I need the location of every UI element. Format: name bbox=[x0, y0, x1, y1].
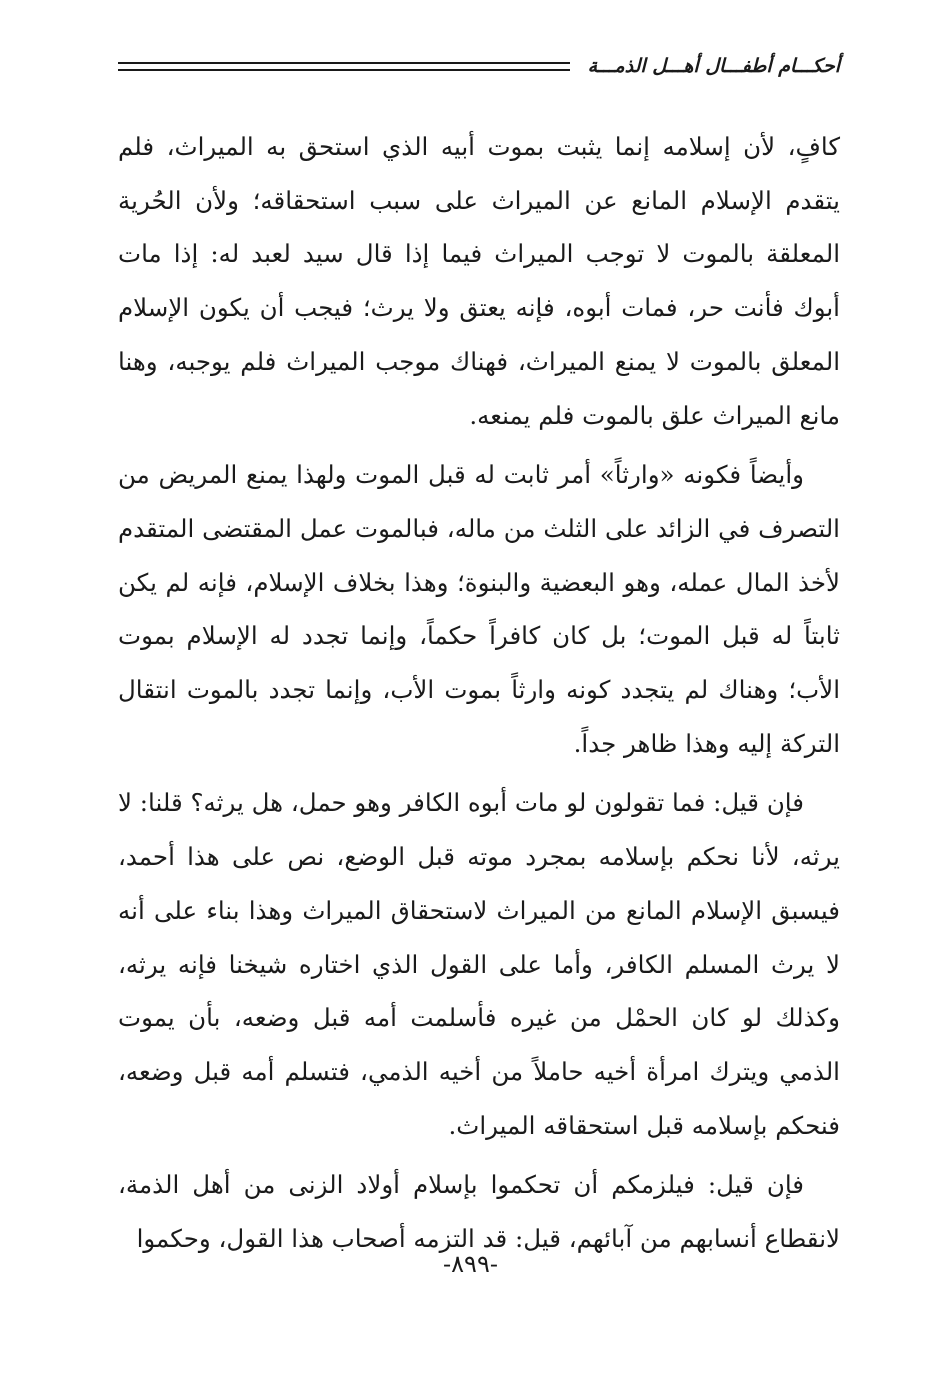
header-double-rule bbox=[118, 62, 570, 71]
paragraph-2: وأيضاً فكونه «وارثاً» أمر ثابت له قبل الموت ولهذا يمنع المريض من التصرف في الزائد على الثلث من ماله، فبالموت عمل المقتضى المتقدم لأخذ المال عمله، وهو البعضية والبنوة؛ وهذا بخلاف الإسلام، فإنه لم يكن ثابتاً له قبل الموت؛ بل كان كافراً حكماً، وإنما تجدد له الإسلام بموت الأب؛ وهناك لم يتجدد كونه وارثاً بموت الأب، وإنما تجدد بالموت انتقال التركة إليه وهذا ظاهر جداً. bbox=[118, 460, 841, 758]
running-title: أحكـــام أطفـــال أهـــل الذمـــة bbox=[587, 55, 840, 77]
paragraph-3: فإن قيل: فما تقولون لو مات أبوه الكافر وهو حمل، هل يرثه؟ قلنا: لا يرثه، لأنا نحكم بإسلامه بمجرد موته قبل الوضع، نص على هذا أحمد، فيسبق الإسلام المانع من الميراث لاستحقاق الميراث وهذا بناء على أنه لا يرث المسلم الكافر، وأما على القول الذي اختاره شيخنا فإنه يرثه، وكذلك لو كان الحمْل من غيره فأسلمت أمه قبل وضعه، بأن يموت الذمي ويترك امرأة أخيه حاملاً من أخيه الذمي، فتسلم أمه قبل وضعه، فنحكم بإسلامه قبل استحقاقه الميراث. bbox=[118, 788, 840, 1140]
body-text bbox=[118, 120, 840, 1272]
paragraph-4: فإن قيل: فيلزمكم أن تحكموا بإسلام أولاد الزنى من أهل الذمة، لانقطاع أنسابهم من آبائهم، قيل: قد التزمه أصحاب هذا القول، وحكموا bbox=[118, 1170, 840, 1254]
page-number: -٨٩٩- bbox=[443, 1250, 498, 1278]
running-header bbox=[118, 46, 840, 86]
paragraph-1: كافٍ، لأن إسلامه إنما يثبت بموت أبيه الذي استحق به الميراث، فلم يتقدم الإسلام المانع عن الميراث على سبب استحقاقه؛ ولأن الحُرية المعلقة بالموت لا توجب الميراث فيما إذا قال سيد لعبد له: إذا مات أبوك فأنت حر، فمات أبوه، فإنه يعتق ولا يرث؛ فيجب أن يكون الإسلام المعلق بالموت لا يمنع الميراث، فهناك موجب الميراث فلم يوجبه، وهنا مانع الميراث علق بالموت فلم يمنعه. bbox=[118, 132, 840, 430]
